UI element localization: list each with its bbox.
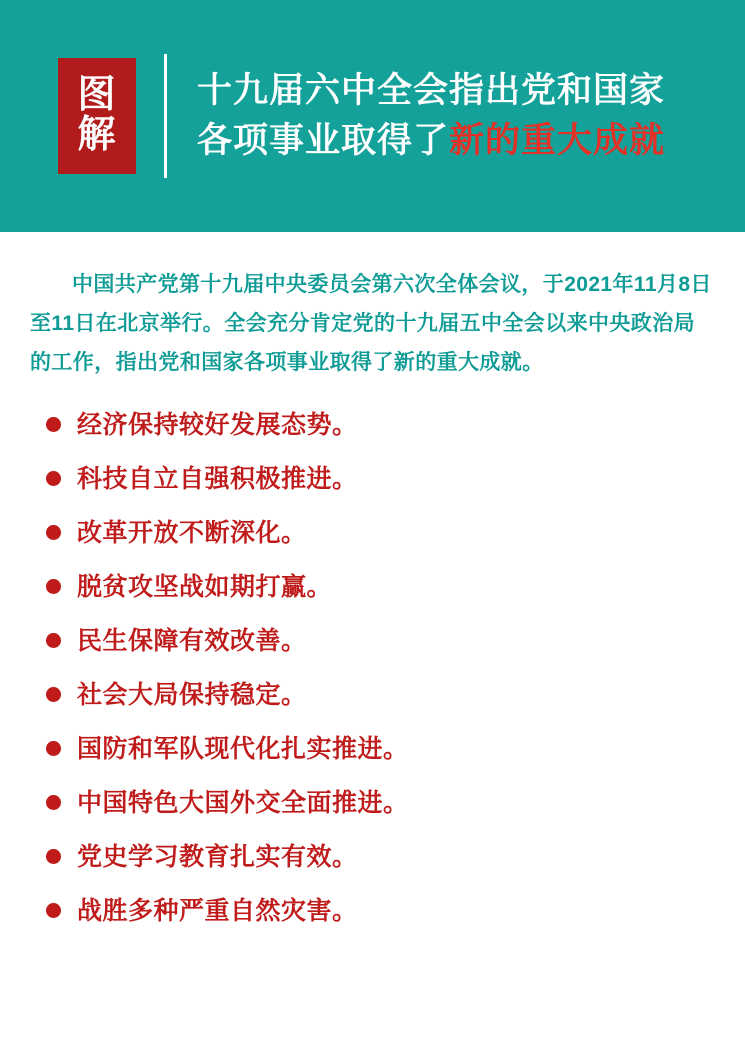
bullet-icon bbox=[46, 849, 61, 864]
list-item-label: 党史学习教育扎实有效。 bbox=[77, 842, 358, 871]
bullet-icon bbox=[46, 741, 61, 756]
list-item-label: 脱贫攻坚战如期打赢。 bbox=[77, 572, 333, 601]
bullet-icon bbox=[46, 633, 61, 648]
bullet-icon bbox=[46, 579, 61, 594]
badge-char-2: 解 bbox=[77, 114, 117, 156]
list-item bbox=[30, 671, 715, 719]
list-item-label: 中国特色大国外交全面推进。 bbox=[77, 788, 409, 817]
page-title bbox=[197, 66, 665, 165]
list-item bbox=[30, 401, 715, 449]
list-item bbox=[30, 509, 715, 557]
list-item-label: 国防和军队现代化扎实推进。 bbox=[77, 734, 409, 763]
list-item bbox=[30, 563, 715, 611]
list-item-label: 经济保持较好发展态势。 bbox=[77, 410, 358, 439]
bullet-icon bbox=[46, 795, 61, 810]
bullet-icon bbox=[46, 471, 61, 486]
list-item-label: 战胜多种严重自然灾害。 bbox=[77, 896, 358, 925]
badge-char-1: 图 bbox=[77, 74, 117, 117]
list-item bbox=[30, 887, 715, 935]
list-item-label: 科技自立自强积极推进。 bbox=[77, 464, 358, 493]
header-divider bbox=[164, 54, 167, 178]
intro-paragraph: 中国共产党第十九届中央委员会第六次全体会议，于2021年11月8日至11日在北京举行。全会充分肯定党的十九届五中全会以来中央政治局的工作，指出党和国家各项事业取得了新的重大成就。 bbox=[30, 273, 712, 374]
list-item-label: 社会大局保持稳定。 bbox=[77, 680, 307, 709]
list-item bbox=[30, 617, 715, 665]
list-item-label: 民生保障有效改善。 bbox=[77, 626, 307, 655]
list-item bbox=[30, 455, 715, 503]
bullet-icon bbox=[46, 525, 61, 540]
list-item bbox=[30, 779, 715, 827]
bullet-icon bbox=[46, 903, 61, 918]
title-line-2-accent: 新的重大成就 bbox=[449, 121, 666, 160]
bullet-icon bbox=[46, 687, 61, 702]
title-line-2 bbox=[197, 116, 665, 166]
list-item bbox=[30, 833, 715, 881]
title-line-1: 十九届六中全会指出党和国家 bbox=[197, 71, 666, 111]
title-line-2-plain: 各项事业取得了 bbox=[197, 121, 450, 160]
header-band bbox=[0, 0, 745, 232]
achievement-list bbox=[30, 401, 715, 935]
list-item-label: 改革开放不断深化。 bbox=[77, 518, 307, 547]
tujie-badge bbox=[58, 58, 136, 174]
list-item bbox=[30, 725, 715, 773]
bullet-icon bbox=[46, 417, 61, 432]
content-area bbox=[0, 232, 745, 941]
